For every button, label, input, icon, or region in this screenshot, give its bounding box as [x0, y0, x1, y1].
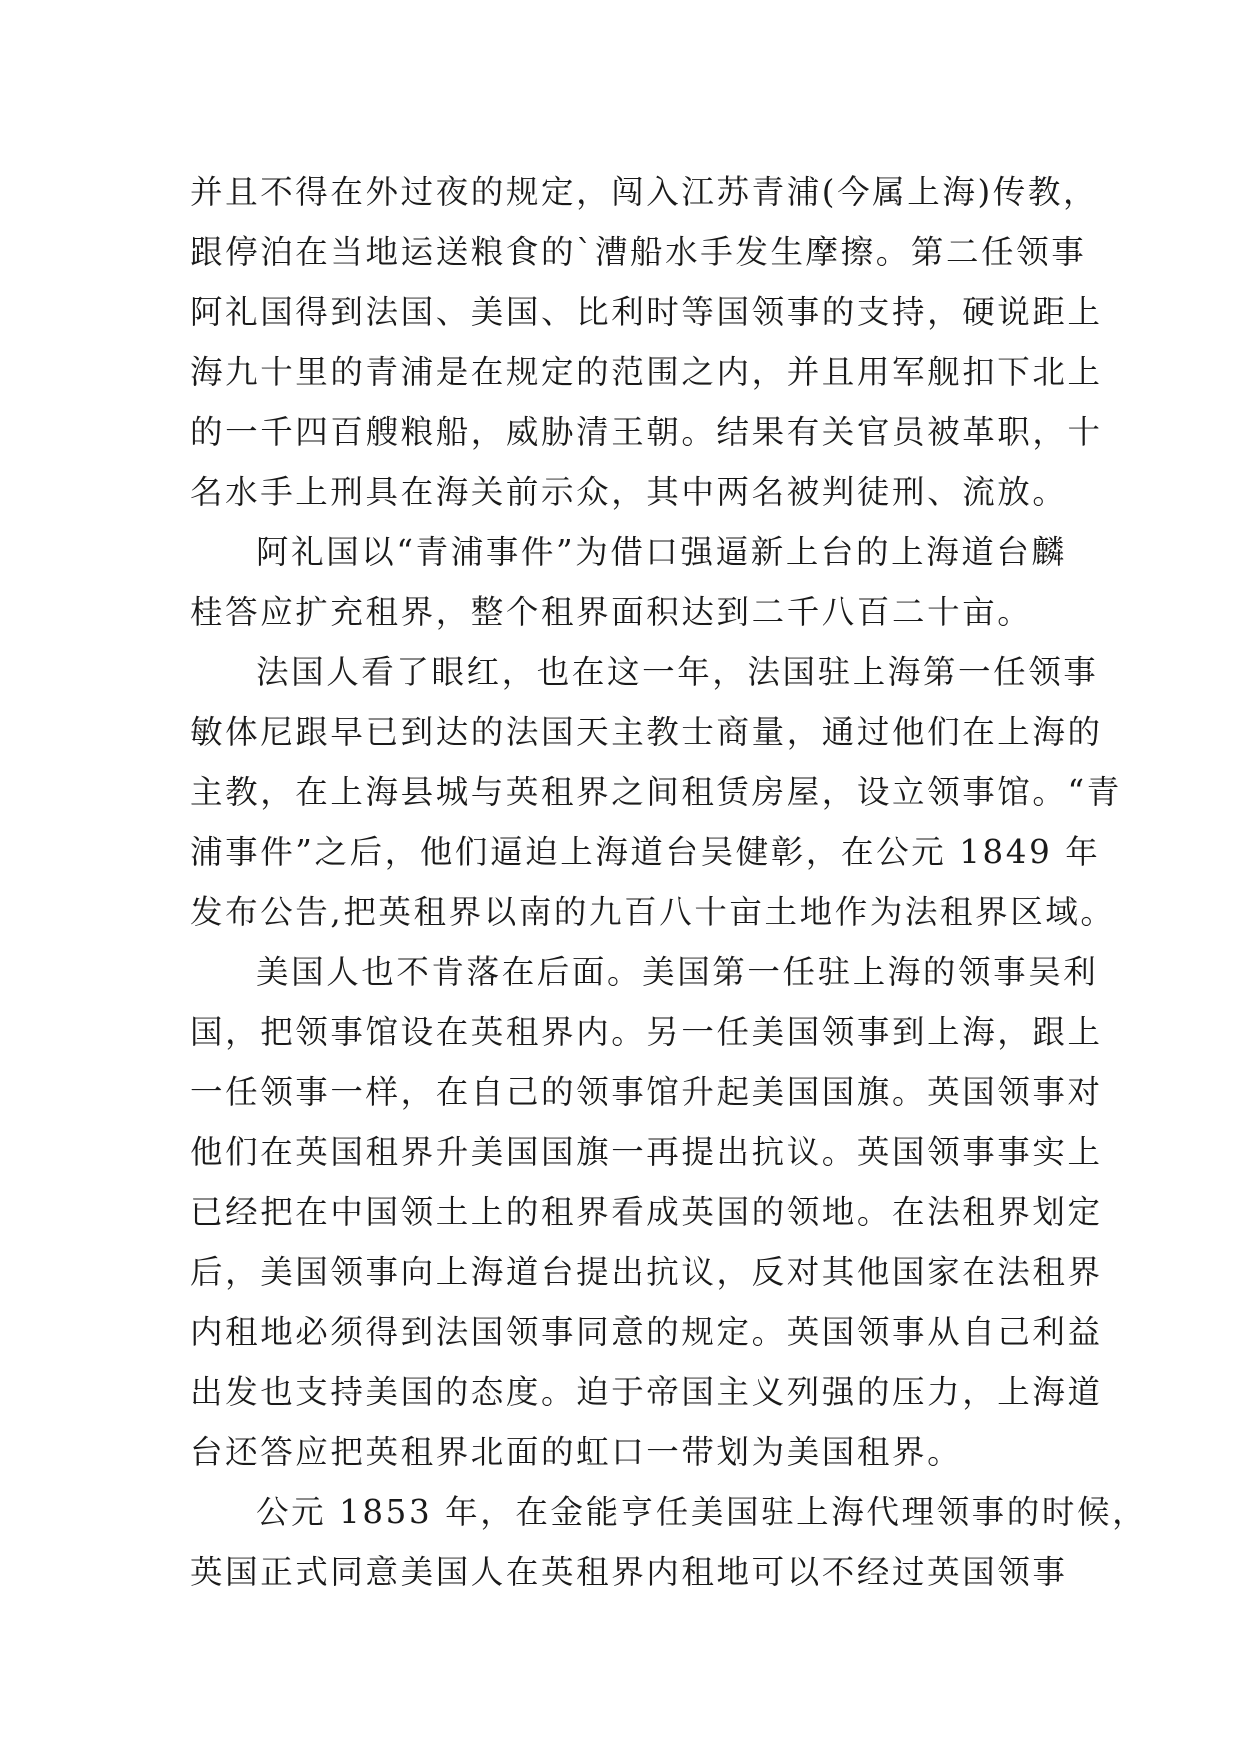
- text-line: 国，把领事馆设在英租界内。另一任美国领事到上海，跟上: [190, 1013, 1103, 1051]
- text-line: 发布公告,把英租界以南的九百八十亩土地作为法租界区域。: [190, 893, 1116, 931]
- text-line: 出发也支持美国的态度。迫于帝国主义列强的压力，上海道: [190, 1373, 1103, 1411]
- text-line: 敏体尼跟早已到达的法国天主教士商量，通过他们在上海的: [190, 713, 1103, 751]
- text-line: 他们在英国租界升美国国旗一再提出抗议。英国领事事实上: [190, 1133, 1103, 1171]
- text-line: 内租地必须得到法国领事同意的规定。英国领事从自己利益: [190, 1313, 1103, 1351]
- text-line: 浦事件”之后，他们逼迫上海道台吴健彰，在公元 1849 年: [190, 833, 1101, 871]
- text-line: 主教，在上海县城与英租界之间租赁房屋，设立领事馆。“青: [190, 773, 1122, 811]
- paragraph-first-line: 公元 1853 年，在金能亨任美国驻上海代理领事的时候，: [256, 1493, 1148, 1531]
- paragraph-first-line: 美国人也不肯落在后面。美国第一任驻上海的领事吴利: [256, 953, 1099, 991]
- text-line: 并且不得在外过夜的规定，闯入江苏青浦(今属上海)传教，: [190, 173, 1099, 211]
- text-line: 桂答应扩充租界，整个租界面积达到二千八百二十亩。: [190, 593, 1033, 631]
- text-line: 阿礼国得到法国、美国、比利时等国领事的支持，硬说距上: [190, 293, 1103, 331]
- body-text: [190, 162, 1148, 1602]
- text-line: 一任领事一样，在自己的领事馆升起美国国旗。英国领事对: [190, 1073, 1103, 1111]
- text-line: 名水手上刑具在海关前示众，其中两名被判徒刑、流放。: [190, 473, 1068, 511]
- text-line: 台还答应把英租界北面的虹口一带划为美国租界。: [190, 1433, 963, 1471]
- text-line: 跟停泊在当地运送粮食的`漕船水手发生摩擦。第二任领事: [190, 233, 1087, 271]
- text-line: 英国正式同意美国人在英租界内租地可以不经过英国领事: [190, 1553, 1068, 1591]
- text-line: 已经把在中国领土上的租界看成英国的领地。在法租界划定: [190, 1193, 1103, 1231]
- text-line: 的一千四百艘粮船，威胁清王朝。结果有关官员被革职，十: [190, 413, 1103, 451]
- text-line: 后，美国领事向上海道台提出抗议，反对其他国家在法租界: [190, 1253, 1103, 1291]
- text-line: 海九十里的青浦是在规定的范围之内，并且用军舰扣下北上: [190, 353, 1103, 391]
- paragraph-first-line: 阿礼国以“青浦事件”为借口强逼新上台的上海道台麟: [256, 533, 1067, 571]
- paragraph-first-line: 法国人看了眼红，也在这一年，法国驻上海第一任领事: [256, 653, 1099, 691]
